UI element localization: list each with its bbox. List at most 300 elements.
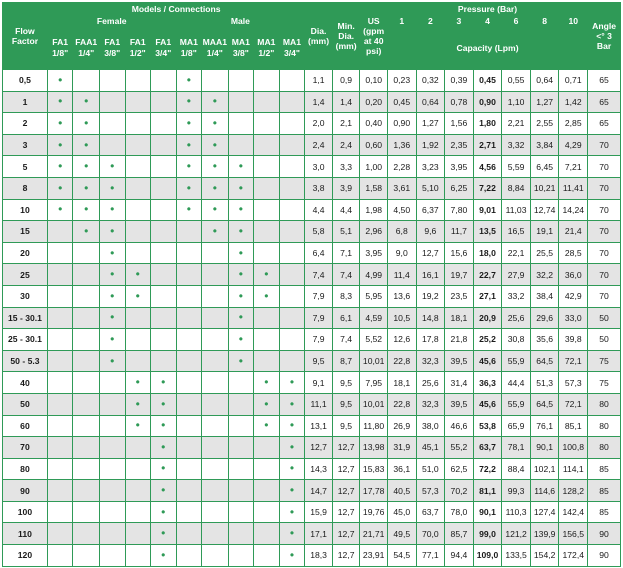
capacity-cell: 51,3 [530, 372, 559, 394]
capacity-cell: 6,25 [445, 177, 474, 199]
available-dot-icon: • [135, 396, 140, 411]
available-dot-icon: • [289, 418, 295, 433]
model-availability-cell [279, 221, 305, 243]
capacity-cell: 85,1 [559, 415, 588, 437]
capacity-cell: 30,8 [502, 329, 531, 351]
model-availability-cell [228, 350, 254, 372]
min-dia-cell: 7,4 [332, 264, 360, 286]
table-row [3, 242, 621, 264]
capacity-cell: 33,0 [559, 307, 588, 329]
capacity-cell: 39,5 [445, 350, 474, 372]
dia-cell: 7,9 [305, 329, 333, 351]
flow-factor-cell: 30 [3, 285, 48, 307]
model-availability-cell [151, 134, 177, 156]
min-dia-cell: 9,5 [332, 415, 360, 437]
capacity-cell: 0,39 [445, 70, 474, 92]
dia-cell: 1,1 [305, 70, 333, 92]
model-availability-cell [176, 393, 202, 415]
flow-factor-cell: 15 [3, 221, 48, 243]
model-availability-cell [279, 134, 305, 156]
min-dia-cell: 12,7 [332, 545, 360, 567]
capacity-cell: 142,4 [559, 501, 588, 523]
angle-cell: 80 [588, 415, 621, 437]
pressure-col-header: 10 [559, 15, 588, 27]
angle-cell: 50 [588, 329, 621, 351]
model-availability-cell [47, 307, 73, 329]
model-availability-cell [73, 501, 100, 523]
table-row [3, 91, 621, 113]
dia-cell: 3,8 [305, 177, 333, 199]
model-availability-cell [151, 199, 177, 221]
table-row [3, 372, 621, 394]
table-row [3, 393, 621, 415]
available-dot-icon: • [289, 461, 295, 476]
model-availability-cell [73, 480, 100, 502]
capacity-cell: 45,0 [387, 501, 416, 523]
model-availability-cell [125, 199, 151, 221]
capacity-cell: 154,2 [530, 545, 559, 567]
min-dia-cell: 4,4 [332, 199, 360, 221]
model-availability-cell [202, 307, 229, 329]
flow-factor-cell: 8 [3, 177, 48, 199]
capacity-cell: 0,90 [473, 91, 502, 113]
available-dot-icon: • [186, 72, 191, 87]
angle-cell: 85 [588, 458, 621, 480]
model-availability-cell [73, 545, 100, 567]
model-col-header [47, 27, 73, 70]
capacity-cell: 14,24 [559, 199, 588, 221]
capacity-cell: 22,8 [387, 350, 416, 372]
model-availability-cell [73, 221, 100, 243]
model-availability-cell [202, 199, 229, 221]
min-dia-cell: 12,7 [332, 523, 360, 545]
model-availability-cell [47, 372, 73, 394]
dia-cell: 9,1 [305, 372, 333, 394]
model-availability-cell [254, 350, 280, 372]
available-dot-icon: • [84, 94, 89, 109]
capacity-cell: 29,6 [530, 307, 559, 329]
available-dot-icon: • [84, 223, 89, 238]
model-size: 1/2" [258, 48, 275, 58]
model-availability-cell [73, 350, 100, 372]
model-availability-cell [47, 545, 73, 567]
model-availability-cell [202, 501, 229, 523]
capacity-cell: 31,4 [445, 372, 474, 394]
model-availability-cell [73, 134, 100, 156]
capacity-cell: 72,1 [559, 393, 588, 415]
model-availability-cell [47, 415, 73, 437]
available-dot-icon: • [135, 288, 140, 303]
model-availability-cell [47, 199, 73, 221]
male-header: Male [176, 15, 305, 27]
dia-cell: 12,7 [305, 437, 333, 459]
capacity-cell: 39,8 [559, 329, 588, 351]
capacity-cell: 114,1 [559, 458, 588, 480]
model-availability-cell [99, 458, 125, 480]
capacity-cell: 55,9 [502, 350, 531, 372]
model-availability-cell [202, 285, 229, 307]
model-availability-cell [279, 458, 305, 480]
model-availability-cell [151, 393, 177, 415]
table-row [3, 307, 621, 329]
model-name: FA1 [155, 37, 172, 47]
available-dot-icon: • [84, 180, 89, 195]
available-dot-icon: • [110, 310, 115, 325]
model-availability-cell [125, 242, 151, 264]
capacity-cell: 2,35 [445, 134, 474, 156]
capacity-cell: 19,7 [445, 264, 474, 286]
model-availability-cell [151, 545, 177, 567]
model-availability-cell [254, 177, 280, 199]
model-availability-cell [176, 372, 202, 394]
model-availability-cell [47, 285, 73, 307]
capacity-cell: 2,28 [387, 156, 416, 178]
us-gpm-cell: 23,91 [360, 545, 388, 567]
female-header: Female [47, 15, 176, 27]
model-availability-cell [279, 350, 305, 372]
min-dia-cell: 12,7 [332, 458, 360, 480]
min-dia-cell: 7,1 [332, 242, 360, 264]
angle-cell: 80 [588, 393, 621, 415]
capacity-cell: 18,0 [473, 242, 502, 264]
available-dot-icon: • [110, 202, 115, 217]
nozzle-spec-table [2, 2, 621, 567]
model-availability-cell [47, 523, 73, 545]
us-gpm-cell: 1,58 [360, 177, 388, 199]
model-availability-cell [47, 113, 73, 135]
table-row [3, 458, 621, 480]
model-availability-cell [254, 329, 280, 351]
pressure-col-header: 4 [473, 15, 502, 27]
model-availability-cell [99, 480, 125, 502]
us-gpm-cell: 0,40 [360, 113, 388, 135]
model-availability-cell [73, 156, 100, 178]
flow-factor-cell: 110 [3, 523, 48, 545]
model-col-header [176, 27, 202, 70]
model-availability-cell [99, 372, 125, 394]
model-availability-cell [202, 70, 229, 92]
model-availability-cell [176, 113, 202, 135]
capacity-cell: 33,2 [502, 285, 531, 307]
dia-cell: 14,3 [305, 458, 333, 480]
angle-cell: 75 [588, 350, 621, 372]
model-availability-cell [279, 307, 305, 329]
model-availability-cell [202, 113, 229, 135]
flow-factor-cell: 70 [3, 437, 48, 459]
available-dot-icon: • [161, 375, 166, 390]
flow-factor-cell: 20 [3, 242, 48, 264]
capacity-cell: 4,50 [387, 199, 416, 221]
model-availability-cell [254, 545, 280, 567]
dia-cell: 7,9 [305, 285, 333, 307]
available-dot-icon: • [264, 418, 269, 433]
capacity-header: Capacity (Lpm) [387, 27, 587, 70]
capacity-cell: 32,3 [416, 393, 445, 415]
model-availability-cell [151, 285, 177, 307]
us-gpm-cell: 0,60 [360, 134, 388, 156]
min-dia-cell: 7,4 [332, 329, 360, 351]
model-name: MAA1 [202, 37, 227, 47]
flow-factor-cell: 120 [3, 545, 48, 567]
dia-cell: 18,3 [305, 545, 333, 567]
model-availability-cell [47, 70, 73, 92]
model-availability-cell [151, 177, 177, 199]
angle-cell: 65 [588, 113, 621, 135]
model-availability-cell [279, 501, 305, 523]
model-availability-cell [176, 480, 202, 502]
model-availability-cell [176, 134, 202, 156]
model-availability-cell [176, 523, 202, 545]
model-availability-cell [202, 242, 229, 264]
capacity-cell: 26,9 [387, 415, 416, 437]
us-gpm-cell: 21,71 [360, 523, 388, 545]
model-availability-cell [99, 437, 125, 459]
capacity-cell: 99,3 [502, 480, 531, 502]
model-availability-cell [254, 91, 280, 113]
capacity-cell: 5,10 [416, 177, 445, 199]
capacity-cell: 85,7 [445, 523, 474, 545]
model-availability-cell [228, 501, 254, 523]
capacity-cell: 21,8 [445, 329, 474, 351]
capacity-cell: 78,0 [445, 501, 474, 523]
model-availability-cell [125, 393, 151, 415]
model-col-header [73, 27, 100, 70]
capacity-cell: 0,45 [473, 70, 502, 92]
model-availability-cell [228, 177, 254, 199]
model-availability-cell [228, 480, 254, 502]
available-dot-icon: • [238, 223, 243, 238]
model-availability-cell [73, 264, 100, 286]
table-row [3, 415, 621, 437]
capacity-cell: 0,55 [502, 70, 531, 92]
model-availability-cell [228, 415, 254, 437]
model-availability-cell [47, 221, 73, 243]
capacity-cell: 8,84 [502, 177, 531, 199]
model-availability-cell [202, 134, 229, 156]
model-availability-cell [279, 545, 305, 567]
angle-header: Angle <° 3 Bar [588, 3, 621, 70]
capacity-cell: 27,9 [502, 264, 531, 286]
us-gpm-cell: 11,80 [360, 415, 388, 437]
min-dia-cell: 6,1 [332, 307, 360, 329]
model-availability-cell [99, 350, 125, 372]
model-size: 3/8" [104, 48, 121, 58]
model-availability-cell [125, 480, 151, 502]
table-row [3, 545, 621, 567]
model-availability-cell [99, 113, 125, 135]
flow-factor-header: Flow Factor [3, 3, 48, 70]
model-availability-cell [125, 113, 151, 135]
dia-cell: 17,1 [305, 523, 333, 545]
model-availability-cell [254, 393, 280, 415]
capacity-cell: 0,90 [387, 113, 416, 135]
available-dot-icon: • [238, 202, 243, 217]
model-availability-cell [99, 501, 125, 523]
min-dia-cell: 5,1 [332, 221, 360, 243]
pressure-header: Pressure (Bar) [387, 3, 587, 15]
capacity-cell: 45,6 [473, 393, 502, 415]
capacity-cell: 40,5 [387, 480, 416, 502]
capacity-cell: 81,1 [473, 480, 502, 502]
model-availability-cell [73, 437, 100, 459]
available-dot-icon: • [161, 483, 166, 498]
model-availability-cell [151, 372, 177, 394]
model-availability-cell [73, 113, 100, 135]
model-availability-cell [228, 70, 254, 92]
dia-cell: 6,4 [305, 242, 333, 264]
dia-cell: 7,4 [305, 264, 333, 286]
available-dot-icon: • [161, 526, 166, 541]
flow-factor-cell: 0,5 [3, 70, 48, 92]
capacity-cell: 25,6 [416, 372, 445, 394]
model-availability-cell [125, 437, 151, 459]
capacity-cell: 70,2 [445, 480, 474, 502]
model-name: FA1 [52, 37, 69, 47]
model-availability-cell [202, 480, 229, 502]
capacity-cell: 100,8 [559, 437, 588, 459]
model-availability-cell [279, 199, 305, 221]
flow-factor-cell: 1 [3, 91, 48, 113]
model-availability-cell [254, 437, 280, 459]
dia-cell: 7,9 [305, 307, 333, 329]
capacity-cell: 0,64 [530, 70, 559, 92]
model-availability-cell [279, 113, 305, 135]
model-size: 3/4" [155, 48, 172, 58]
available-dot-icon: • [212, 223, 217, 238]
capacity-cell: 121,2 [502, 523, 531, 545]
capacity-cell: 172,4 [559, 545, 588, 567]
model-name: FA1 [129, 37, 146, 47]
available-dot-icon: • [212, 137, 217, 152]
available-dot-icon: • [58, 94, 63, 109]
capacity-cell: 0,71 [559, 70, 588, 92]
model-name: MA1 [231, 37, 250, 47]
table-row [3, 437, 621, 459]
capacity-cell: 88,4 [502, 458, 531, 480]
model-availability-cell [254, 523, 280, 545]
capacity-cell: 13,6 [387, 285, 416, 307]
model-name: MA1 [179, 37, 198, 47]
model-availability-cell [125, 70, 151, 92]
model-availability-cell [99, 242, 125, 264]
capacity-cell: 11,03 [502, 199, 531, 221]
capacity-cell: 127,4 [530, 501, 559, 523]
available-dot-icon: • [84, 115, 89, 130]
capacity-cell: 39,5 [445, 393, 474, 415]
capacity-cell: 2,71 [473, 134, 502, 156]
model-availability-cell [99, 285, 125, 307]
model-availability-cell [228, 545, 254, 567]
table-row [3, 221, 621, 243]
model-availability-cell [176, 199, 202, 221]
capacity-cell: 45,6 [473, 350, 502, 372]
model-availability-cell [125, 264, 151, 286]
capacity-cell: 38,4 [530, 285, 559, 307]
dia-cell: 3,0 [305, 156, 333, 178]
capacity-cell: 3,23 [416, 156, 445, 178]
capacity-cell: 45,1 [416, 437, 445, 459]
table-row [3, 113, 621, 135]
model-availability-cell [47, 264, 73, 286]
us-gpm-header: US (gpm at 40 psi) [360, 3, 388, 70]
capacity-cell: 36,3 [473, 372, 502, 394]
model-availability-cell [279, 177, 305, 199]
model-availability-cell [176, 91, 202, 113]
model-availability-cell [228, 523, 254, 545]
model-availability-cell [202, 393, 229, 415]
angle-cell: 70 [588, 285, 621, 307]
capacity-cell: 2,55 [530, 113, 559, 135]
table-row [3, 480, 621, 502]
angle-cell: 70 [588, 199, 621, 221]
model-availability-cell [279, 415, 305, 437]
model-availability-cell [228, 437, 254, 459]
capacity-cell: 72,1 [559, 350, 588, 372]
model-availability-cell [151, 350, 177, 372]
model-availability-cell [176, 545, 202, 567]
model-availability-cell [125, 221, 151, 243]
model-name: MA1 [257, 37, 276, 47]
capacity-cell: 70,0 [416, 523, 445, 545]
available-dot-icon: • [264, 396, 269, 411]
capacity-cell: 9,0 [387, 242, 416, 264]
min-dia-cell: 12,7 [332, 480, 360, 502]
flow-factor-cell: 25 - 30.1 [3, 329, 48, 351]
model-availability-cell [176, 264, 202, 286]
model-col-header [202, 27, 229, 70]
model-availability-cell [151, 415, 177, 437]
model-availability-cell [125, 91, 151, 113]
available-dot-icon: • [110, 353, 115, 368]
capacity-cell: 1,42 [559, 91, 588, 113]
capacity-cell: 36,0 [559, 264, 588, 286]
model-availability-cell [176, 221, 202, 243]
models-connections-header: Models / Connections [47, 3, 304, 15]
capacity-cell: 18,1 [445, 307, 474, 329]
capacity-cell: 9,6 [416, 221, 445, 243]
capacity-cell: 25,5 [530, 242, 559, 264]
capacity-cell: 99,0 [473, 523, 502, 545]
available-dot-icon: • [161, 439, 166, 454]
available-dot-icon: • [186, 180, 191, 195]
model-availability-cell [151, 91, 177, 113]
model-availability-cell [228, 264, 254, 286]
model-availability-cell [228, 156, 254, 178]
model-availability-cell [73, 307, 100, 329]
us-gpm-cell: 7,95 [360, 372, 388, 394]
available-dot-icon: • [110, 159, 115, 174]
available-dot-icon: • [289, 547, 295, 562]
available-dot-icon: • [110, 267, 115, 282]
model-name: FA1 [104, 37, 121, 47]
us-gpm-cell: 15,83 [360, 458, 388, 480]
model-size: 1/8" [180, 48, 197, 58]
us-gpm-cell: 13,98 [360, 437, 388, 459]
pressure-col-header: 6 [502, 15, 531, 27]
min-dia-cell: 9,5 [332, 372, 360, 394]
capacity-cell: 7,80 [445, 199, 474, 221]
capacity-cell: 156,5 [559, 523, 588, 545]
model-availability-cell [73, 415, 100, 437]
model-availability-cell [99, 545, 125, 567]
us-gpm-cell: 0,10 [360, 70, 388, 92]
model-availability-cell [228, 372, 254, 394]
model-availability-cell [151, 156, 177, 178]
us-gpm-cell: 3,95 [360, 242, 388, 264]
model-availability-cell [176, 242, 202, 264]
dia-header: Dia. (mm) [305, 3, 333, 70]
model-size: 1/2" [129, 48, 146, 58]
